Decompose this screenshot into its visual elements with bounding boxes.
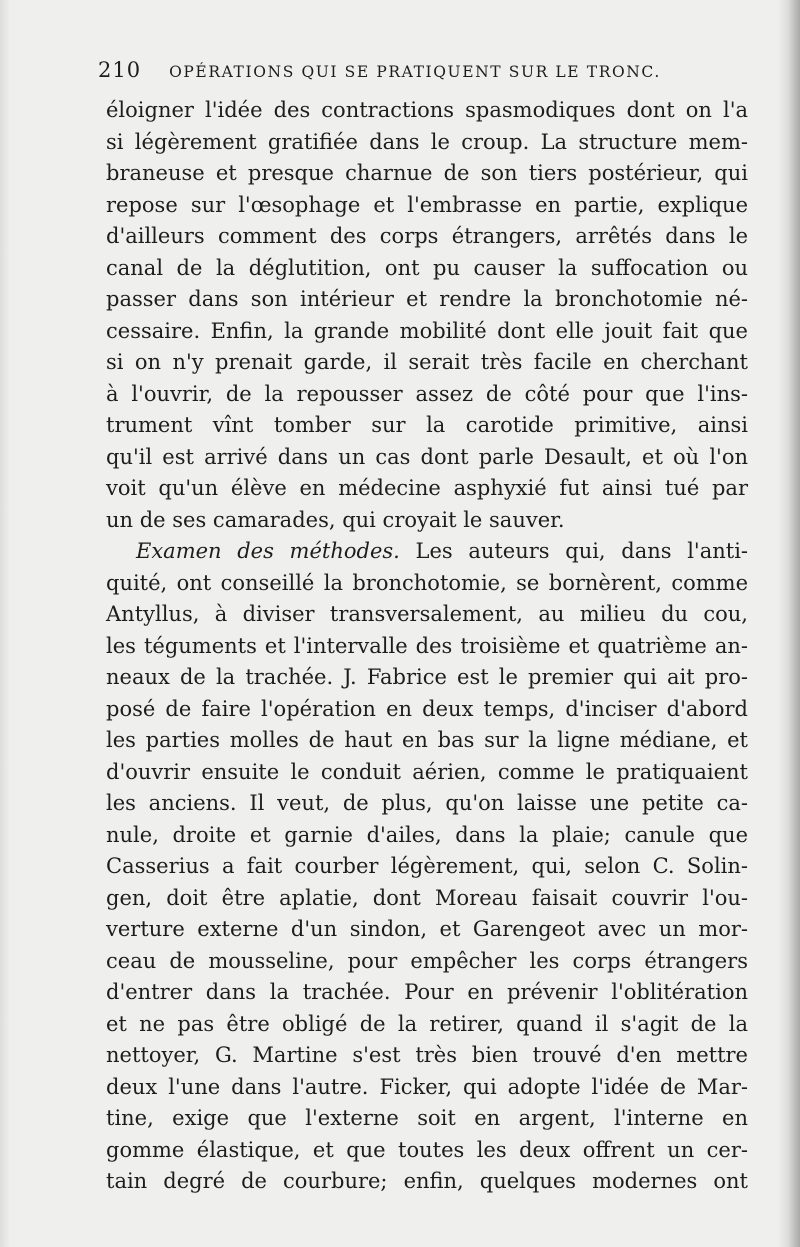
running-head (98, 58, 698, 82)
section-heading: Examen des méthodes. (136, 539, 400, 563)
text-line: les parties molles de haut en bas sur la ligne médiane, et (106, 728, 748, 752)
text-line: trument vînt tomber sur la carotide primitive, ainsi (106, 413, 748, 437)
text-line: deux l'une dans l'autre. Ficker, qui adopte l'idée de Mar- (106, 1074, 748, 1099)
text-line: tain degré de courbure; enfin, quelques modernes ont (106, 1169, 748, 1193)
text-line: si on n'y prenait garde, il serait très facile en cherchant (106, 350, 748, 374)
text-line: voit qu'un élève en médecine asphyxié fut ainsi tué par (106, 476, 748, 500)
text-line: gomme élastique, et que toutes les deux offrent un cer- (106, 1137, 748, 1162)
running-title: OPÉRATIONS QUI SE PRATIQUENT SUR LE TRONC. (169, 63, 661, 81)
text-line: Antyllus, à diviser transversalement, au milieu du cou, (106, 602, 748, 626)
text-line: passer dans son intérieur et rendre la bronchotomie né- (106, 287, 748, 311)
body-text (106, 95, 748, 1198)
text-line: nule, droite et garnie d'ailes, dans la plaie; canule que (106, 822, 748, 847)
text-line: neaux de la trachée. J. Fabrice est le premier qui ait pro- (106, 665, 748, 689)
text-line: un de ses camarades, qui croyait le sauver. (106, 507, 565, 532)
text-line: braneuse et presque charnue de son tiers postérieur, qui (106, 161, 748, 185)
text-line-rest: Les auteurs qui, dans l'anti- (399, 539, 749, 563)
text-line: gen, doit être aplatie, dont Moreau faisait couvrir l'ou- (106, 885, 748, 910)
text-line: ceau de mousseline, pour empêcher les corps étrangers (106, 948, 748, 973)
page-number: 210 (98, 58, 142, 82)
text-line: d'ailleurs comment des corps étrangers, arrêtés dans le (106, 224, 748, 248)
text-line: qu'il est arrivé dans un cas dont parle Desault, et où l'on (106, 444, 748, 469)
text-line: posé de faire l'opération en deux temps, d'inciser d'abord (106, 696, 748, 721)
text-line: tine, exige que l'externe soit en argent, l'interne en (106, 1106, 748, 1130)
text-line: nettoyer, G. Martine s'est très bien trouvé d'en mettre (106, 1043, 748, 1067)
text-line: et ne pas être obligé de la retirer, quand il s'agit de la (106, 1011, 748, 1036)
text-line: si légèrement gratifiée dans le croup. La structure mem- (106, 129, 748, 154)
text-line: repose sur l'œsophage et l'embrasse en partie, explique (106, 192, 748, 217)
page-left-shadow (0, 0, 10, 1247)
text-line: quité, ont conseillé la bronchotomie, se bornèrent, comme (106, 570, 748, 595)
text-line: canal de la déglutition, ont pu causer la suffocation ou (106, 255, 748, 280)
text-line: d'entrer dans la trachée. Pour en prévenir l'oblitération (106, 980, 748, 1004)
text-line: d'ouvrir ensuite le conduit aérien, comme le pratiquaient (106, 759, 748, 784)
text-line: cessaire. Enfin, la grande mobilité dont elle jouit fait que (106, 318, 748, 343)
text-line: à l'ouvrir, de la repousser assez de côté pour que l'ins- (106, 381, 748, 406)
text-line: verture externe d'un sindon, et Garengeot avec un mor- (106, 917, 748, 941)
text-line: les téguments et l'intervalle des troisième et quatrième an- (106, 633, 748, 658)
page-gutter-shadow (778, 0, 800, 1247)
text-line: éloigner l'idée des contractions spasmodiques dont on l'a (106, 98, 748, 122)
text-line: les anciens. Il veut, de plus, qu'on laisse une petite ca- (106, 791, 748, 815)
paragraph-first-line (106, 536, 748, 568)
text-line: Casserius a fait courber légèrement, qui, selon C. Solin- (106, 854, 748, 878)
